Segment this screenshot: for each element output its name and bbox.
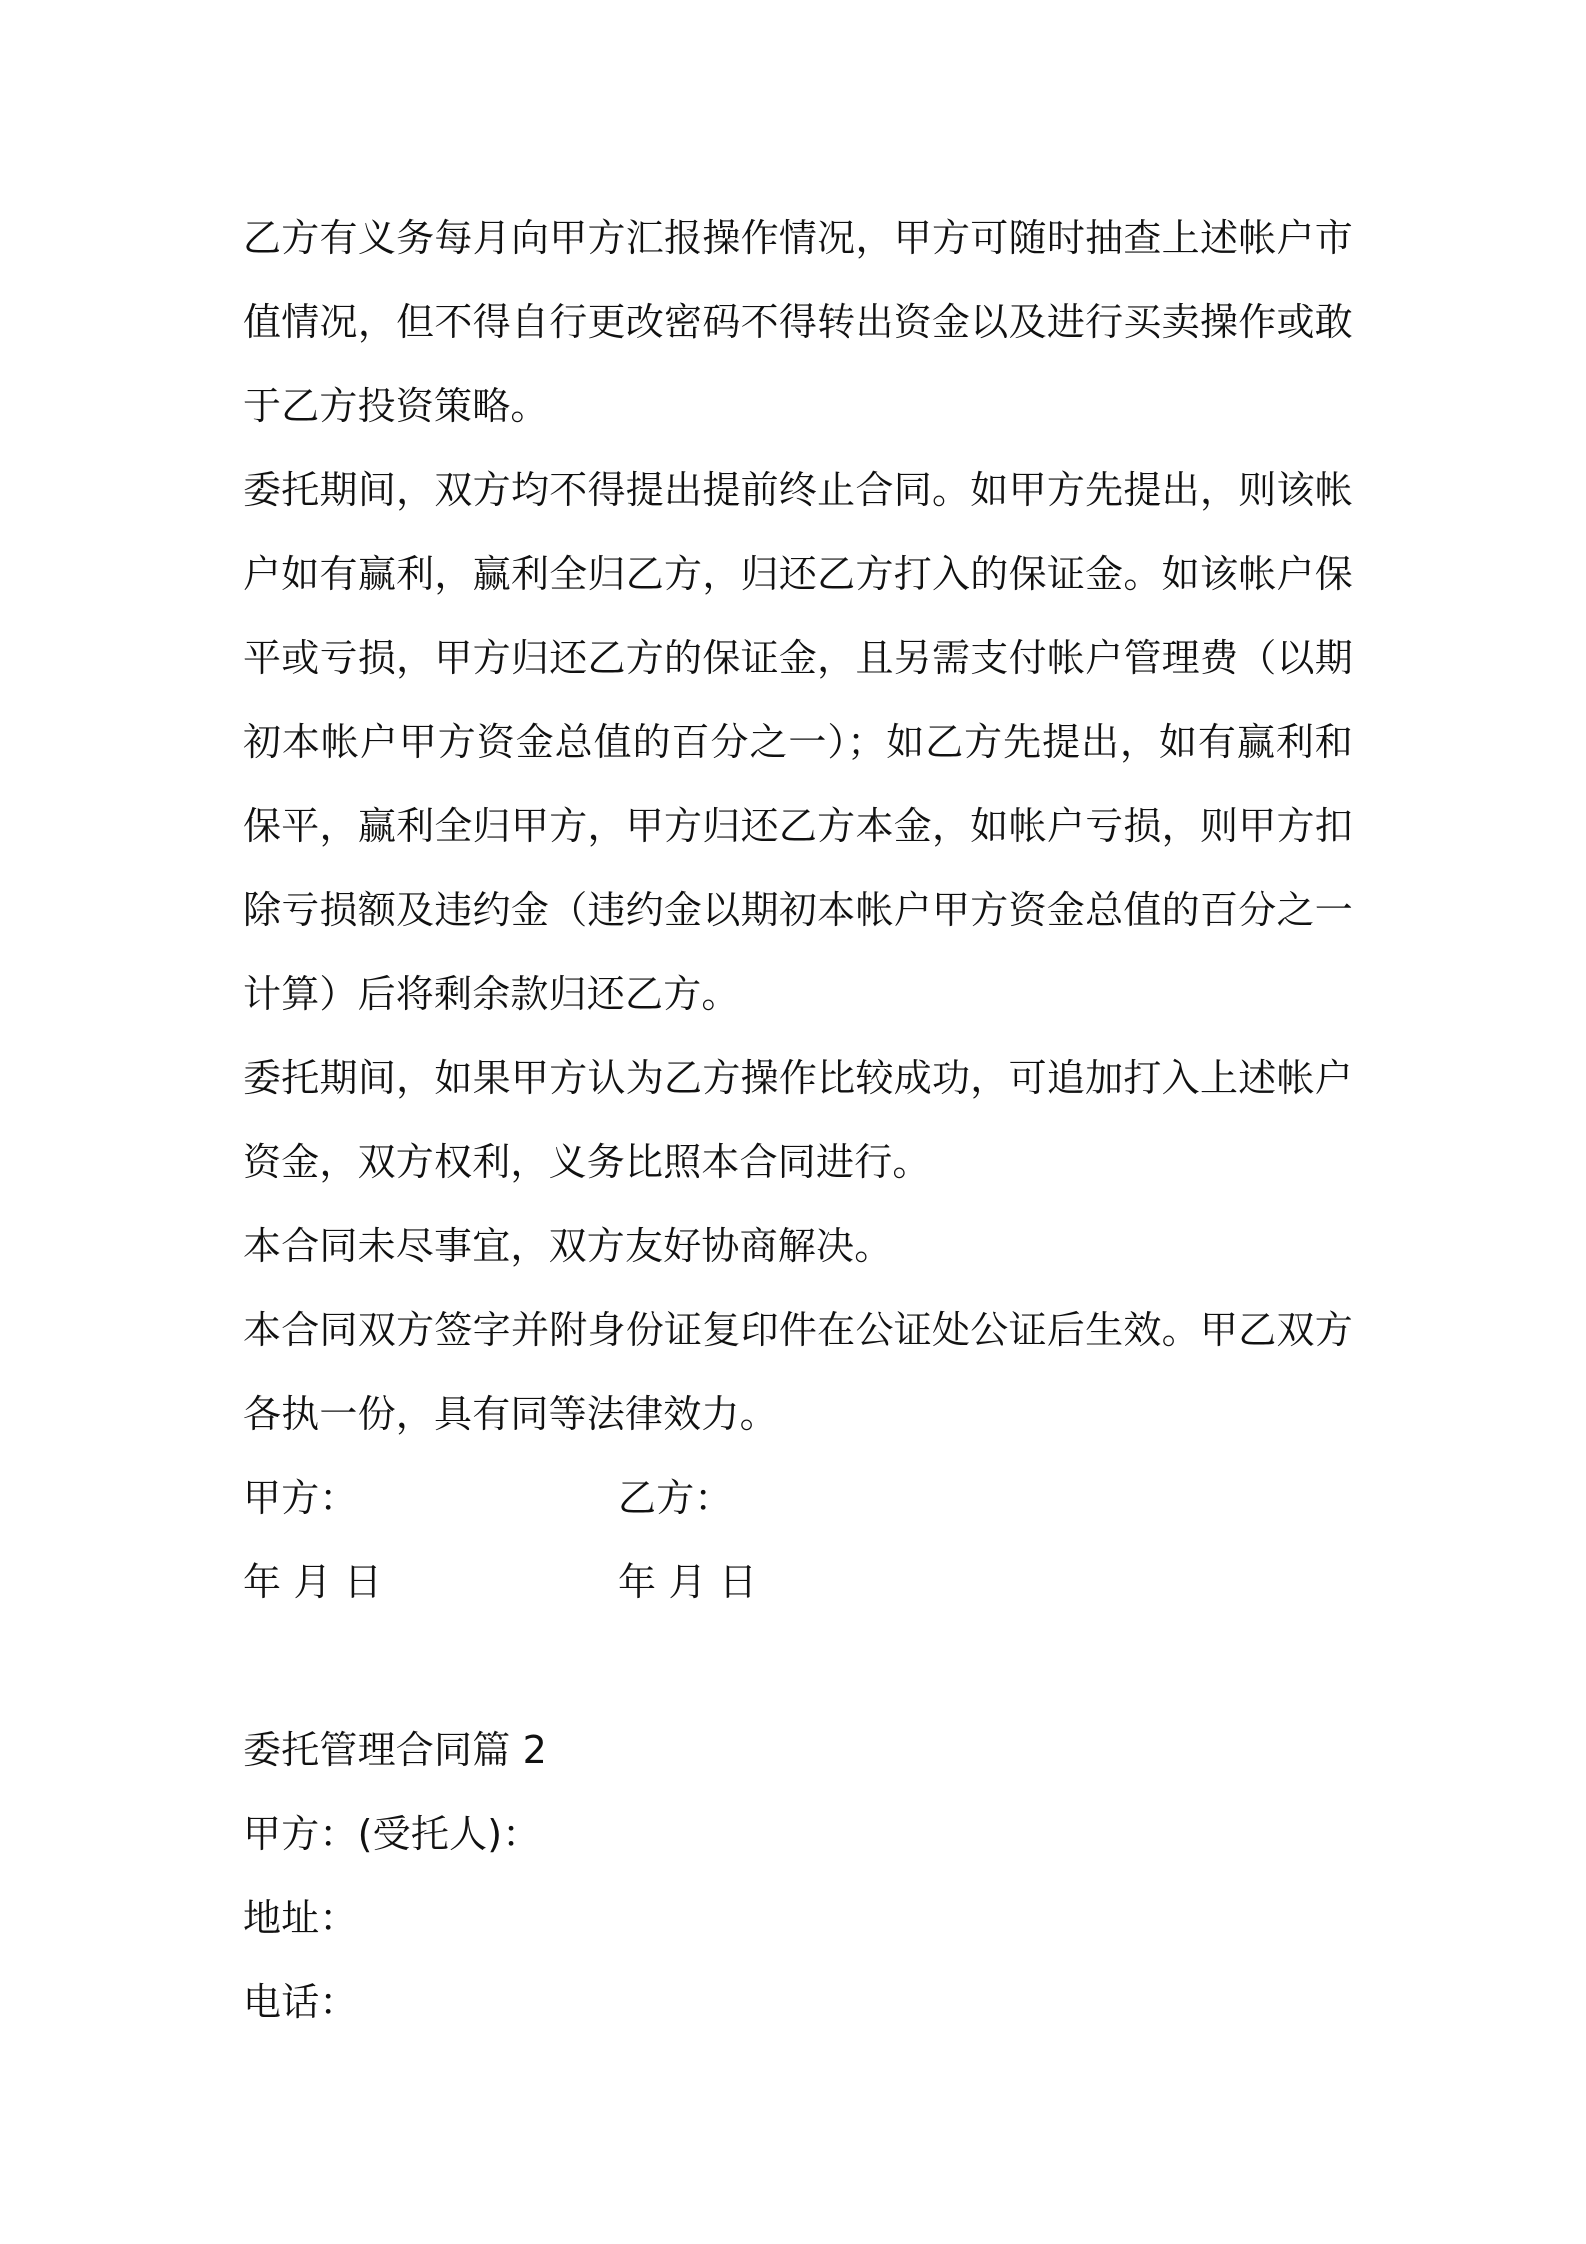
party-a-date: 年 月 日 [243,1560,383,1604]
paragraph-report-obligation: 乙方有义务每月向甲方汇报操作情况，甲方可随时抽查上述帐户市值情况，但不得自行更改密码不得转出资金以及进行买卖操作或敢于乙方投资策略。 [243,216,1353,428]
paragraph-effectiveness: 本合同双方签字并附身份证复印件在公证处公证后生效。甲乙双方各执一份，具有同等法律效力。 [243,1308,1353,1436]
section-2-title: 委托管理合同篇 2 [243,1728,548,1772]
party-b-signature-label: 乙方： [618,1476,733,1520]
address-label: 地址： [243,1896,358,1940]
signature-party-row [243,1456,1353,1540]
paragraph-unresolved-matters: 本合同未尽事宜，双方友好协商解决。 [243,1224,893,1268]
party-b-date: 年 月 日 [618,1560,758,1604]
party-a-signature-label: 甲方： [243,1476,358,1520]
paragraph-early-termination: 委托期间，双方均不得提出提前终止合同。如甲方先提出，则该帐户如有赢利，赢利全归乙方，归还乙方打入的保证金。如该帐户保平或亏损，甲方归还乙方的保证金，且另需支付帐户管理费（以期初本帐户甲方资金总值的百分之一）；如乙方先提出，如有赢利和保平，赢利全归甲方，甲方归还乙方本金，如帐户亏损，则甲方扣除亏损额及违约金（违约金以期初本帐户甲方资金总值的百分之一计算）后将剩余款归还乙方。 [243,468,1353,1016]
section-spacer [243,1624,1353,1708]
party-a-trustee-label: 甲方：(受托人)： [243,1812,541,1856]
signature-date-row [243,1540,1353,1624]
paragraph-additional-funds: 委托期间，如果甲方认为乙方操作比较成功，可追加打入上述帐户资金，双方权利，义务比照本合同进行。 [243,1056,1353,1184]
document-content [243,196,1353,2044]
phone-label: 电话： [243,1980,358,2024]
